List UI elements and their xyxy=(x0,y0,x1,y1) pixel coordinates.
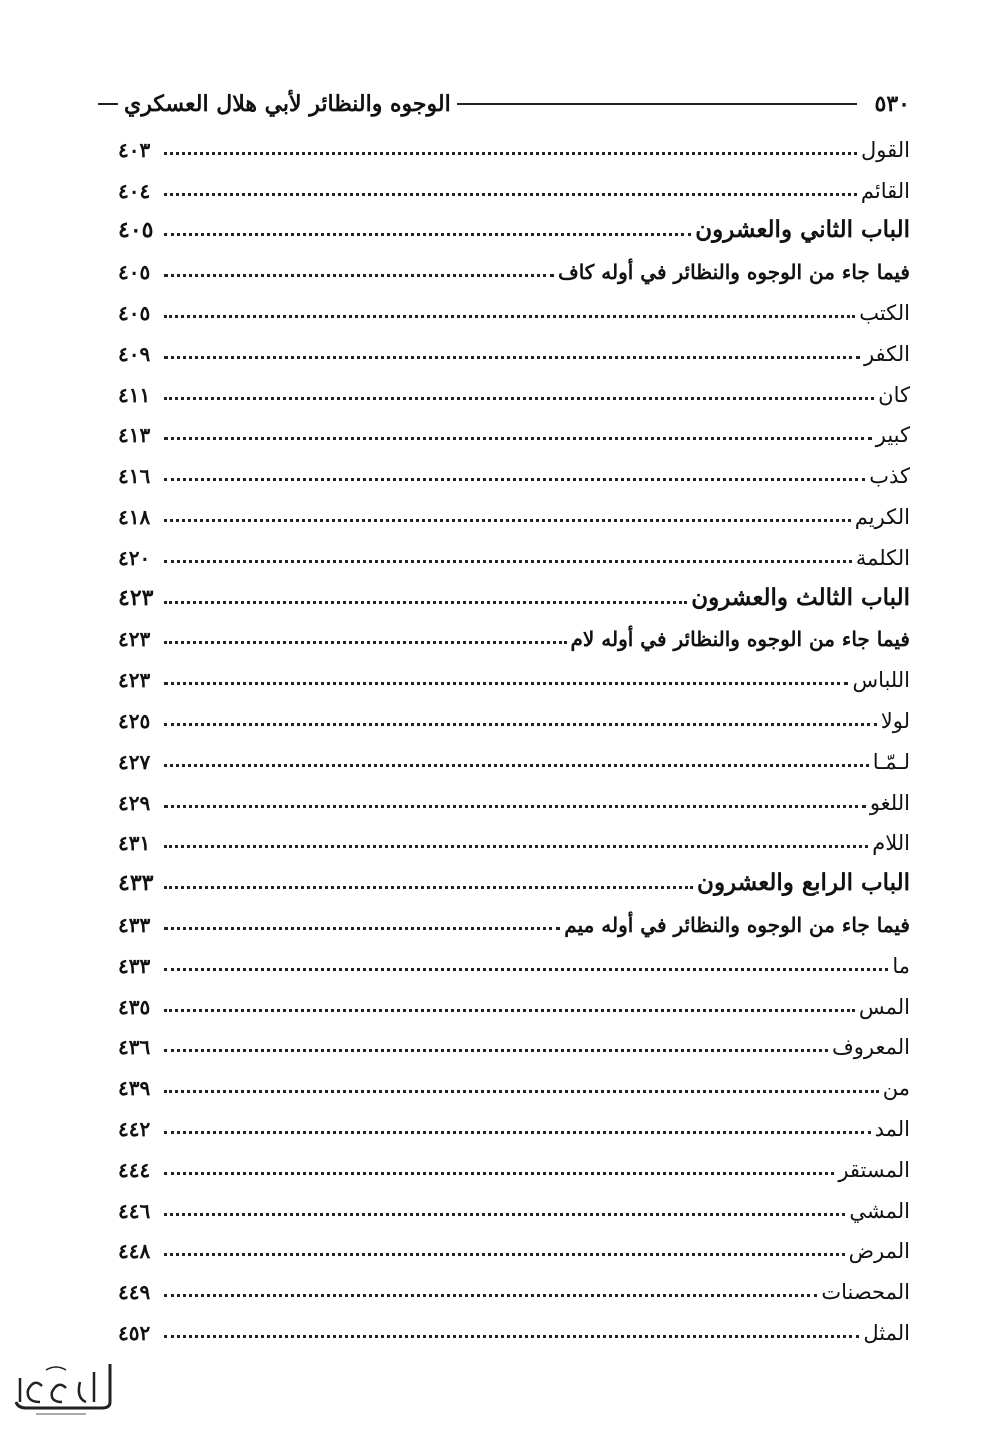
toc-leader-dots xyxy=(164,315,855,318)
toc-label: كان xyxy=(878,382,910,407)
toc-leader-dots xyxy=(164,1009,855,1012)
toc-label: كبير xyxy=(875,423,910,448)
toc-section-row xyxy=(118,247,910,288)
toc-label: القول xyxy=(861,137,910,162)
toc-entry-row xyxy=(118,1227,910,1268)
book-title: الوجوه والنظائر لأبي هلال العسكري xyxy=(124,91,451,117)
toc-page-number: ٤٢٣ xyxy=(118,627,151,652)
toc-page-number: ٤٣١ xyxy=(118,831,151,856)
toc-page-number: ٤١٦ xyxy=(118,464,151,489)
toc-page-number: ٤٢٧ xyxy=(118,749,151,774)
toc-leader-dots xyxy=(164,886,693,889)
toc-page-number: ٤٣٩ xyxy=(118,1076,151,1101)
toc-entry-row xyxy=(118,492,910,533)
toc-page-number: ٤٢٣ xyxy=(118,584,154,611)
toc-leader-dots xyxy=(164,193,857,196)
toc-page-number: ٤٠٥ xyxy=(118,260,151,285)
header-rule xyxy=(457,103,857,105)
toc-entry-row xyxy=(118,778,910,819)
toc-page-number: ٤٤٦ xyxy=(118,1198,151,1223)
toc-page-number: ٤٢٣ xyxy=(118,668,151,693)
toc-entry-row xyxy=(118,166,910,207)
toc-entry-row xyxy=(118,370,910,411)
toc-label: الكريم xyxy=(854,504,910,529)
toc-page-number: ٤٣٦ xyxy=(118,1035,151,1060)
toc-leader-dots xyxy=(164,682,848,685)
toc-label: اللغو xyxy=(869,790,910,815)
toc-leader-dots xyxy=(164,478,865,481)
toc-page-number: ٤١١ xyxy=(118,382,151,407)
toc-entry-row xyxy=(118,288,910,329)
toc-label: المس xyxy=(858,994,910,1019)
toc-page-number: ٤٠٥ xyxy=(118,217,154,244)
toc-page-number: ٤١٣ xyxy=(118,423,151,448)
toc-label: الباب الرابع والعشرون xyxy=(697,869,910,897)
toc-page-number: ٤١٨ xyxy=(118,504,151,529)
toc-chapter-row xyxy=(118,207,910,248)
toc-page-number: ٤٢٥ xyxy=(118,708,151,733)
toc-entry-row xyxy=(118,1267,910,1308)
toc-entry-row xyxy=(118,1308,910,1349)
toc-entry-row xyxy=(118,696,910,737)
toc-label: الكتب xyxy=(859,300,910,325)
toc-label: الباب الثاني والعشرون xyxy=(695,216,910,244)
toc-page-number: ٤٠٤ xyxy=(118,178,151,203)
page-header xyxy=(98,86,910,122)
table-of-contents xyxy=(118,125,910,1349)
toc-label: كذب xyxy=(869,464,910,489)
toc-entry-row xyxy=(118,329,910,370)
toc-leader-dots xyxy=(164,1294,817,1297)
toc-label: فيما جاء من الوجوه والنظائر في أوله لام xyxy=(570,627,910,652)
toc-label: الباب الثالث والعشرون xyxy=(691,583,910,611)
toc-entry-row xyxy=(118,1023,910,1064)
toc-entry-row xyxy=(118,125,910,166)
toc-label: المد xyxy=(874,1116,910,1141)
toc-page-number: ٤٤٨ xyxy=(118,1239,151,1264)
toc-page-number: ٤٠٣ xyxy=(118,137,151,162)
toc-entry-row xyxy=(118,451,910,492)
toc-page-number: ٤٤٩ xyxy=(118,1280,151,1305)
toc-page-number: ٤٤٢ xyxy=(118,1116,151,1141)
toc-label: لـمّـا xyxy=(872,749,910,774)
toc-leader-dots xyxy=(164,1213,845,1216)
toc-page-number: ٤٥٢ xyxy=(118,1320,151,1345)
toc-chapter-row xyxy=(118,574,910,615)
toc-leader-dots xyxy=(164,437,872,440)
toc-label: فيما جاء من الوجوه والنظائر في أوله كاف xyxy=(557,260,910,285)
toc-leader-dots xyxy=(164,1172,834,1175)
toc-entry-row xyxy=(118,982,910,1023)
header-rule-tail xyxy=(98,103,118,105)
toc-leader-dots xyxy=(164,1335,859,1338)
toc-entry-row xyxy=(118,941,910,982)
toc-label: اللباس xyxy=(852,668,910,693)
toc-leader-dots xyxy=(164,274,554,277)
toc-entry-row xyxy=(118,737,910,778)
toc-section-row xyxy=(118,615,910,656)
toc-label: المثل xyxy=(863,1320,910,1345)
toc-page-number: ٤٣٣ xyxy=(118,953,151,978)
toc-leader-dots xyxy=(164,560,852,563)
toc-page-number: ٤٣٣ xyxy=(118,870,154,897)
calligraphy-logo-icon xyxy=(6,1358,116,1418)
toc-label: المحصنات xyxy=(821,1280,910,1305)
toc-leader-dots xyxy=(164,723,877,726)
toc-leader-dots xyxy=(164,641,567,644)
toc-chapter-row xyxy=(118,859,910,900)
toc-label: الكفر xyxy=(863,341,910,366)
toc-entry-row xyxy=(118,1145,910,1186)
toc-leader-dots xyxy=(164,397,874,400)
toc-entry-row xyxy=(118,1104,910,1145)
toc-entry-row xyxy=(118,1063,910,1104)
toc-leader-dots xyxy=(164,927,560,930)
toc-page-number: ٤٢٠ xyxy=(118,545,151,570)
toc-entry-row xyxy=(118,533,910,574)
toc-label: المستقر xyxy=(838,1157,910,1182)
toc-label: القائم xyxy=(860,178,910,203)
toc-section-row xyxy=(118,900,910,941)
toc-label: فيما جاء من الوجوه والنظائر في أوله ميم xyxy=(564,912,910,937)
toc-leader-dots xyxy=(164,1049,828,1052)
toc-leader-dots xyxy=(164,845,868,848)
toc-page-number: ٤٤٤ xyxy=(118,1157,151,1182)
toc-leader-dots xyxy=(164,152,857,155)
toc-leader-dots xyxy=(164,233,691,236)
toc-entry-row xyxy=(118,655,910,696)
toc-page-number: ٤٣٣ xyxy=(118,912,151,937)
toc-entry-row xyxy=(118,819,910,860)
toc-entry-row xyxy=(118,411,910,452)
toc-leader-dots xyxy=(164,356,860,359)
toc-leader-dots xyxy=(164,968,888,971)
toc-leader-dots xyxy=(164,1090,879,1093)
toc-page-number: ٤٢٩ xyxy=(118,790,151,815)
toc-leader-dots xyxy=(164,1131,871,1134)
toc-leader-dots xyxy=(164,764,869,767)
toc-label: من xyxy=(882,1076,910,1101)
toc-label: ما xyxy=(892,953,910,978)
toc-page-number: ٤٠٩ xyxy=(118,341,151,366)
toc-label: اللام xyxy=(872,831,910,856)
page-number: ٥٣٠ xyxy=(874,91,910,117)
toc-label: الكلمة xyxy=(855,545,910,570)
toc-label: المرض xyxy=(848,1239,910,1264)
toc-page-number: ٤٠٥ xyxy=(118,300,151,325)
toc-leader-dots xyxy=(164,805,866,808)
toc-entry-row xyxy=(118,1186,910,1227)
toc-label: المشي xyxy=(849,1198,910,1223)
toc-leader-dots xyxy=(164,519,851,522)
toc-label: المعروف xyxy=(831,1035,910,1060)
toc-label: لولا xyxy=(880,708,910,733)
toc-page-number: ٤٣٥ xyxy=(118,994,151,1019)
toc-leader-dots xyxy=(164,1253,845,1256)
toc-leader-dots xyxy=(164,601,687,604)
